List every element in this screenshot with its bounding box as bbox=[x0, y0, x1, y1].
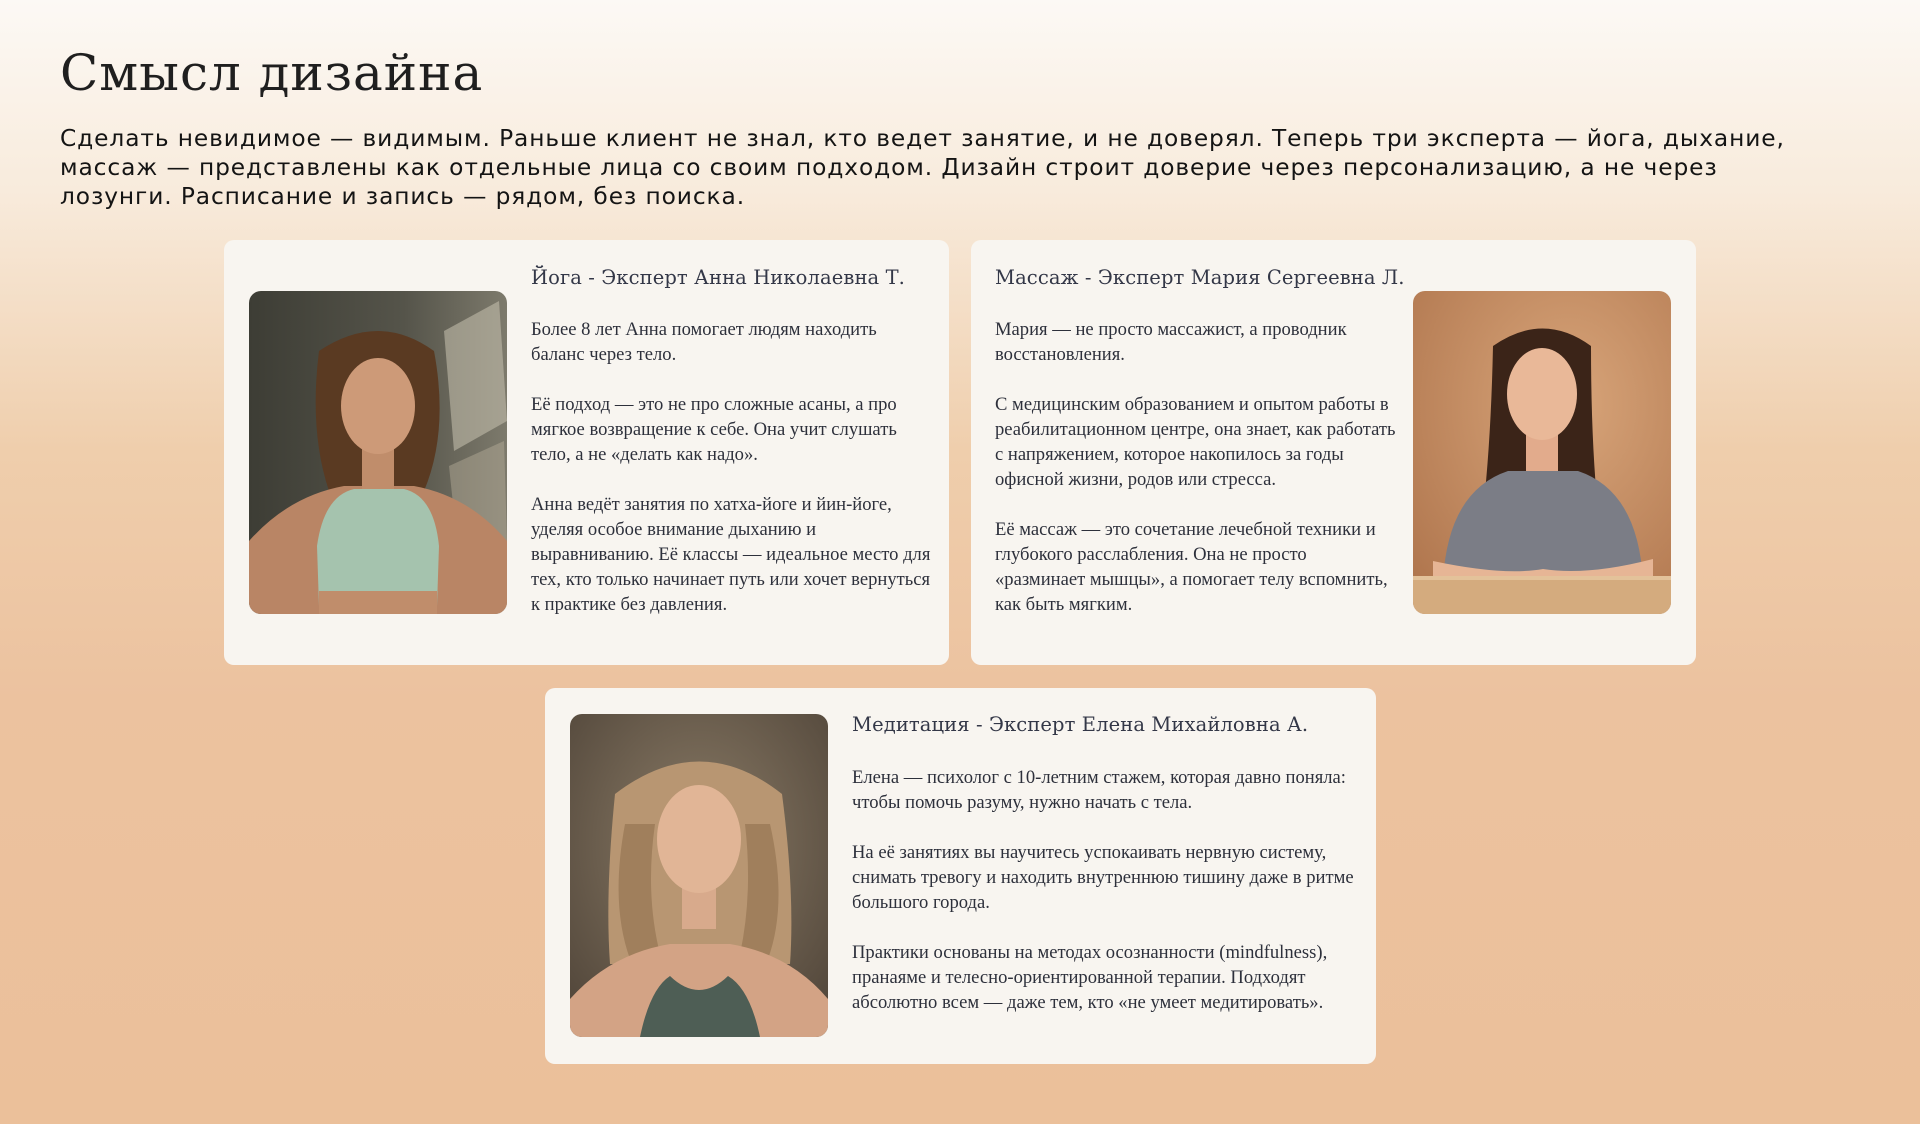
bio-paragraph: Её массаж — это сочетание лечебной техники и глубокого расслабления. Она не просто «разминает мышцы», а помогает телу вспомнить, как быть мягким. bbox=[995, 519, 1388, 615]
expert-card-meditation bbox=[545, 688, 1376, 1064]
expert-bio bbox=[531, 317, 931, 617]
expert-photo-anna bbox=[249, 291, 507, 614]
bio-paragraph: Елена — психолог с 10-летним стажем, которая давно поняла: чтобы помочь разуму, нужно начать с тела. bbox=[852, 767, 1346, 813]
expert-card-yoga bbox=[224, 240, 949, 665]
page-title: Смысл дизайна bbox=[60, 44, 484, 102]
expert-bio bbox=[995, 317, 1399, 617]
bio-paragraph: На её занятиях вы научитесь успокаивать нервную систему, снимать тревогу и находить внутреннюю тишину даже в ритме большого города. bbox=[852, 842, 1354, 913]
expert-title: Медитация - Эксперт Елена Михайловна А. bbox=[852, 713, 1309, 736]
bio-paragraph: Практики основаны на методах осознанности (mindfulness), пранаяме и телесно-ориентированной терапии. Подходят абсолютно всем — даже тем, кто «не умеет медитировать». bbox=[852, 942, 1328, 1013]
expert-bio bbox=[852, 765, 1357, 1015]
bio-paragraph: Анна ведёт занятия по хатха-йоге и йин-йоге, уделяя особое внимание дыханию и выравниванию. Её классы — идеальное место для тех, кто только начинает путь или хочет вернуться к практике без давления. bbox=[531, 494, 931, 615]
expert-title: Массаж - Эксперт Мария Сергеевна Л. bbox=[995, 266, 1405, 289]
bio-paragraph: Мария — не просто массажист, а проводник восстановления. bbox=[995, 319, 1347, 365]
expert-photo-maria bbox=[1413, 291, 1671, 614]
expert-title: Йога - Эксперт Анна Николаевна Т. bbox=[531, 266, 905, 289]
intro-text: Сделать невидимое — видимым. Раньше клиент не знал, кто ведет занятие, и не доверял. Теперь три эксперта — йога, дыхание, массаж — представлены как отдельные лица со своим подходом. Дизайн строит доверие через персонализацию, а не через лозунги. Расписание и запись — рядом, без поиска. bbox=[60, 125, 1785, 210]
bio-paragraph: С медицинским образованием и опытом работы в реабилитационном центре, она знает, как работать с напряжением, которое накопилось за годы офисной жизни, родов или стресса. bbox=[995, 394, 1396, 490]
expert-photo-elena bbox=[570, 714, 828, 1037]
bio-paragraph: Более 8 лет Анна помогает людям находить баланс через тело. bbox=[531, 319, 877, 365]
expert-card-massage bbox=[971, 240, 1696, 665]
bio-paragraph: Её подход — это не про сложные асаны, а про мягкое возвращение к себе. Она учит слушать тело, а не «делать как надо». bbox=[531, 394, 897, 465]
